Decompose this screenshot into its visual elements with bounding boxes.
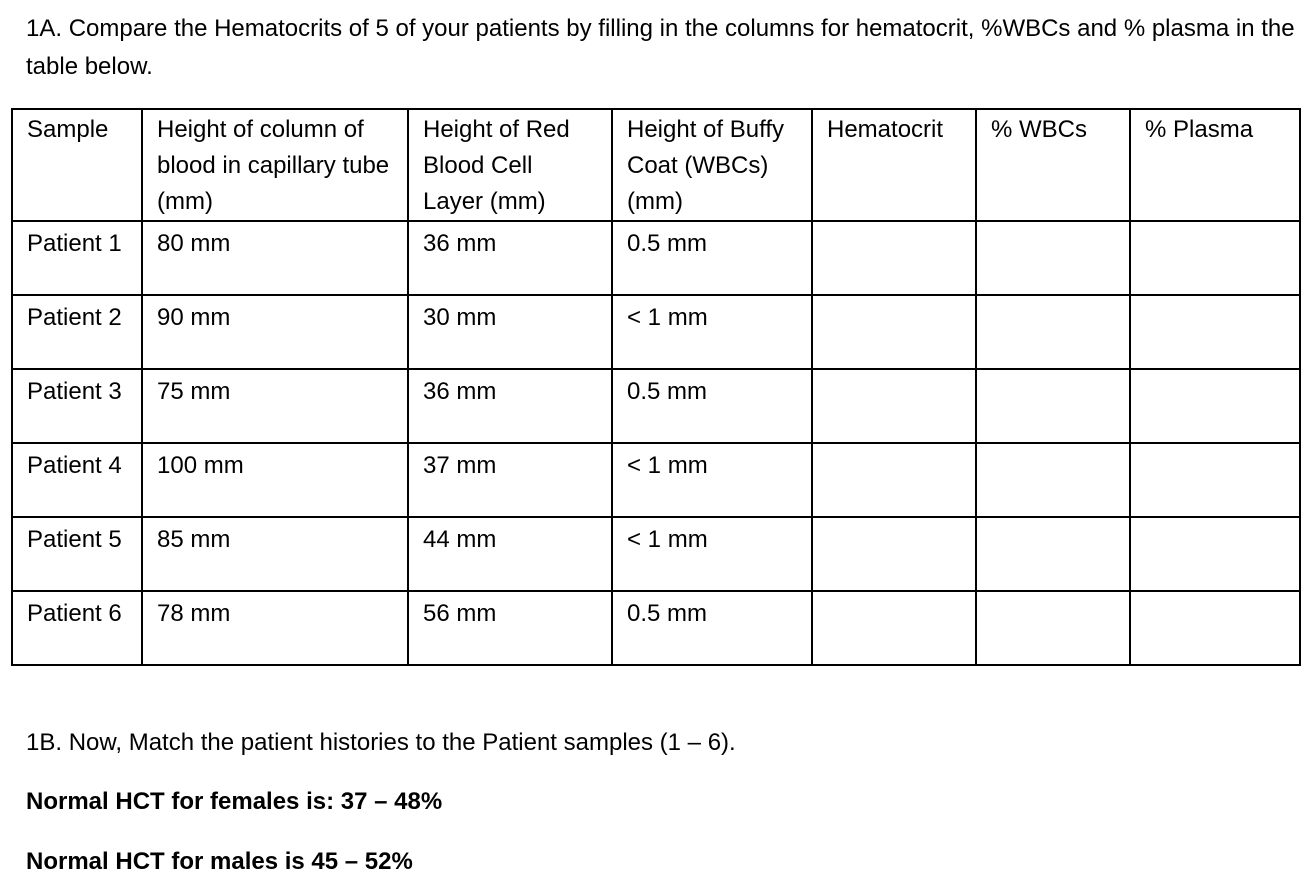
cell-wbc-percent[interactable] xyxy=(976,221,1130,295)
cell-sample: Patient 1 xyxy=(12,221,142,295)
section-a-instruction: 1A. Compare the Hematocrits of 5 of your patients by filling in the columns for hematocrit, %WBCs and % plasma in the table below. xyxy=(26,15,1295,80)
cell-hematocrit[interactable] xyxy=(812,517,976,591)
cell-hematocrit[interactable] xyxy=(812,295,976,369)
header-plasma-percent: % Plasma xyxy=(1130,109,1300,221)
table-row xyxy=(12,221,1300,295)
section-b-instruction: 1B. Now, Match the patient histories to the Patient samples (1 – 6). xyxy=(26,729,736,756)
cell-buffy-coat-height: 0.5 mm xyxy=(612,591,812,665)
cell-plasma-percent[interactable] xyxy=(1130,443,1300,517)
header-column-height: Height of column of blood in capillary tube (mm) xyxy=(142,109,408,221)
header-sample: Sample xyxy=(12,109,142,221)
cell-wbc-percent[interactable] xyxy=(976,443,1130,517)
normal-hct-females: Normal HCT for females is: 37 – 48% xyxy=(26,788,443,815)
cell-sample: Patient 4 xyxy=(12,443,142,517)
cell-hematocrit[interactable] xyxy=(812,221,976,295)
table-row xyxy=(12,369,1300,443)
cell-column-height: 85 mm xyxy=(142,517,408,591)
header-hematocrit: Hematocrit xyxy=(812,109,976,221)
cell-rbc-height: 36 mm xyxy=(408,369,612,443)
cell-plasma-percent[interactable] xyxy=(1130,221,1300,295)
header-buffy-coat-height: Height of Buffy Coat (WBCs) (mm) xyxy=(612,109,812,221)
header-wbc-percent: % WBCs xyxy=(976,109,1130,221)
cell-hematocrit[interactable] xyxy=(812,443,976,517)
normal-hct-males: Normal HCT for males is 45 – 52% xyxy=(26,848,413,875)
cell-buffy-coat-height: 0.5 mm xyxy=(612,369,812,443)
cell-buffy-coat-height: < 1 mm xyxy=(612,443,812,517)
cell-rbc-height: 37 mm xyxy=(408,443,612,517)
cell-plasma-percent[interactable] xyxy=(1130,591,1300,665)
cell-buffy-coat-height: 0.5 mm xyxy=(612,221,812,295)
cell-rbc-height: 36 mm xyxy=(408,221,612,295)
table-row xyxy=(12,295,1300,369)
cell-wbc-percent[interactable] xyxy=(976,517,1130,591)
cell-hematocrit[interactable] xyxy=(812,369,976,443)
cell-wbc-percent[interactable] xyxy=(976,295,1130,369)
cell-buffy-coat-height: < 1 mm xyxy=(612,295,812,369)
cell-rbc-height: 44 mm xyxy=(408,517,612,591)
cell-plasma-percent[interactable] xyxy=(1130,517,1300,591)
cell-plasma-percent[interactable] xyxy=(1130,369,1300,443)
cell-column-height: 80 mm xyxy=(142,221,408,295)
cell-sample: Patient 6 xyxy=(12,591,142,665)
cell-sample: Patient 3 xyxy=(12,369,142,443)
cell-rbc-height: 56 mm xyxy=(408,591,612,665)
cell-column-height: 78 mm xyxy=(142,591,408,665)
cell-plasma-percent[interactable] xyxy=(1130,295,1300,369)
cell-hematocrit[interactable] xyxy=(812,591,976,665)
header-rbc-height: Height of Red Blood Cell Layer (mm) xyxy=(408,109,612,221)
cell-buffy-coat-height: < 1 mm xyxy=(612,517,812,591)
cell-rbc-height: 30 mm xyxy=(408,295,612,369)
cell-column-height: 90 mm xyxy=(142,295,408,369)
cell-sample: Patient 2 xyxy=(12,295,142,369)
table-row xyxy=(12,591,1300,665)
cell-sample: Patient 5 xyxy=(12,517,142,591)
table-row xyxy=(12,443,1300,517)
table-header-row xyxy=(12,109,1300,221)
cell-wbc-percent[interactable] xyxy=(976,591,1130,665)
cell-column-height: 75 mm xyxy=(142,369,408,443)
hematocrit-table xyxy=(11,108,1301,666)
table-row xyxy=(12,517,1300,591)
cell-wbc-percent[interactable] xyxy=(976,369,1130,443)
cell-column-height: 100 mm xyxy=(142,443,408,517)
